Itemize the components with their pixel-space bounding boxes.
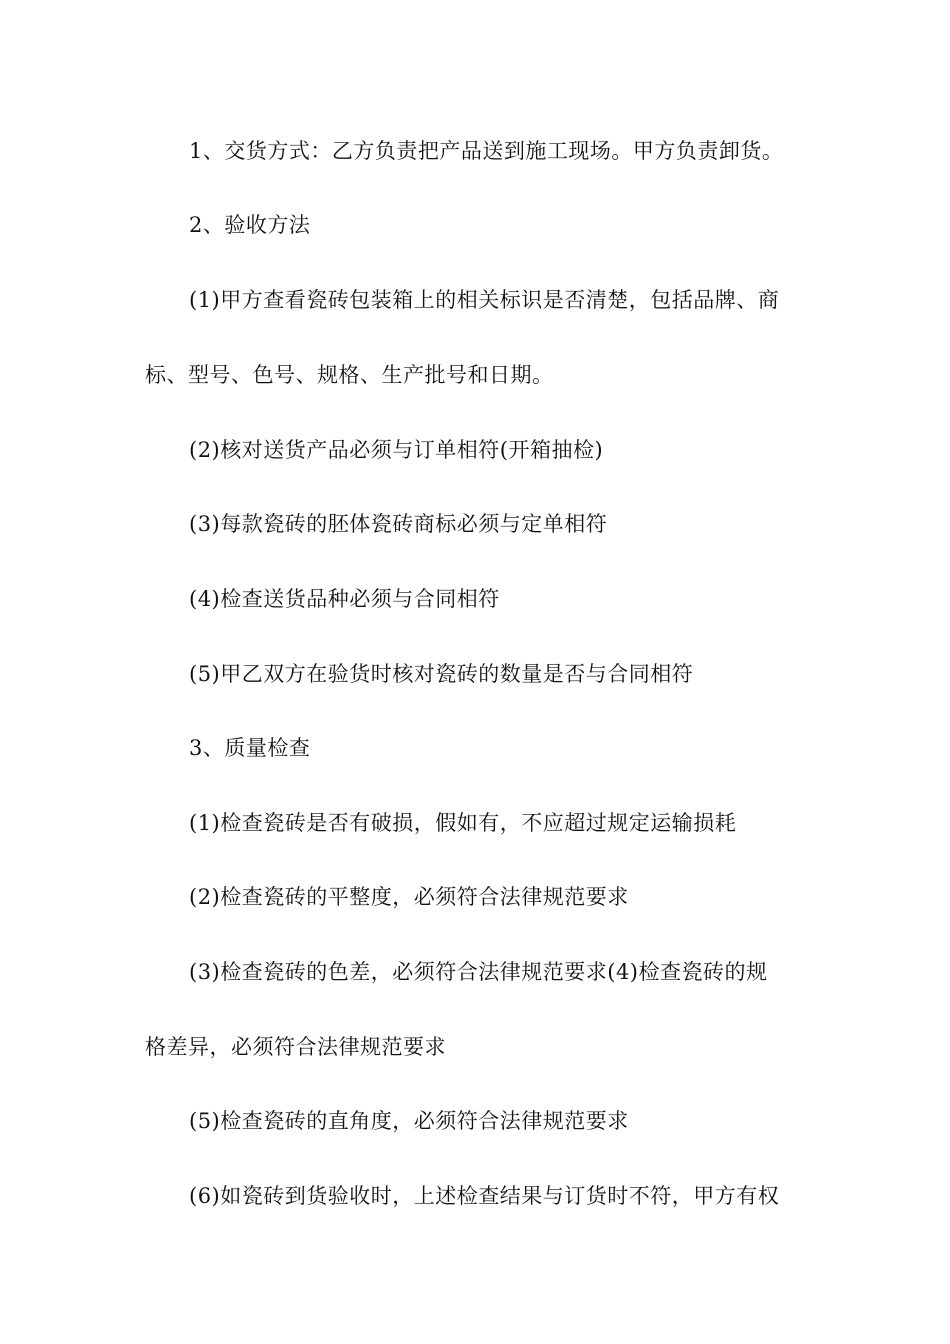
quality-item-6: (6)如瓷砖到货验收时，上述检查结果与订货时不符，甲方有权 (189, 1184, 780, 1208)
quality-item-4-line-2: 格差异，必须符合法律规范要求 (145, 1035, 446, 1059)
acceptance-item-3: (3)每款瓷砖的胚体瓷砖商标必须与定单相符 (189, 512, 608, 536)
acceptance-item-5: (5)甲乙双方在验货时核对瓷砖的数量是否与合同相符 (189, 662, 694, 686)
quality-item-1: (1)检查瓷砖是否有破损，假如有，不应超过规定运输损耗 (189, 811, 737, 835)
quality-check-heading: 3、质量检查 (189, 736, 311, 760)
delivery-method-line: 1、交货方式：乙方负责把产品送到施工现场。甲方负责卸货。 (189, 139, 784, 163)
quality-item-2: (2)检查瓷砖的平整度，必须符合法律规范要求 (189, 885, 629, 909)
acceptance-item-1-line-1: (1)甲方查看瓷砖包装箱上的相关标识是否清楚，包括品牌、商 (189, 288, 780, 312)
acceptance-item-1-line-2: 标、型号、色号、规格、生产批号和日期。 (145, 363, 554, 387)
acceptance-item-2: (2)核对送货产品必须与订单相符(开箱抽检) (189, 438, 604, 462)
quality-item-3-4-line-1: (3)检查瓷砖的色差，必须符合法律规范要求(4)检查瓷砖的规 (189, 960, 768, 984)
quality-item-5: (5)检查瓷砖的直角度，必须符合法律规范要求 (189, 1109, 629, 1133)
acceptance-item-4: (4)检查送货品种必须与合同相符 (189, 587, 500, 611)
acceptance-method-heading: 2、验收方法 (189, 213, 311, 237)
